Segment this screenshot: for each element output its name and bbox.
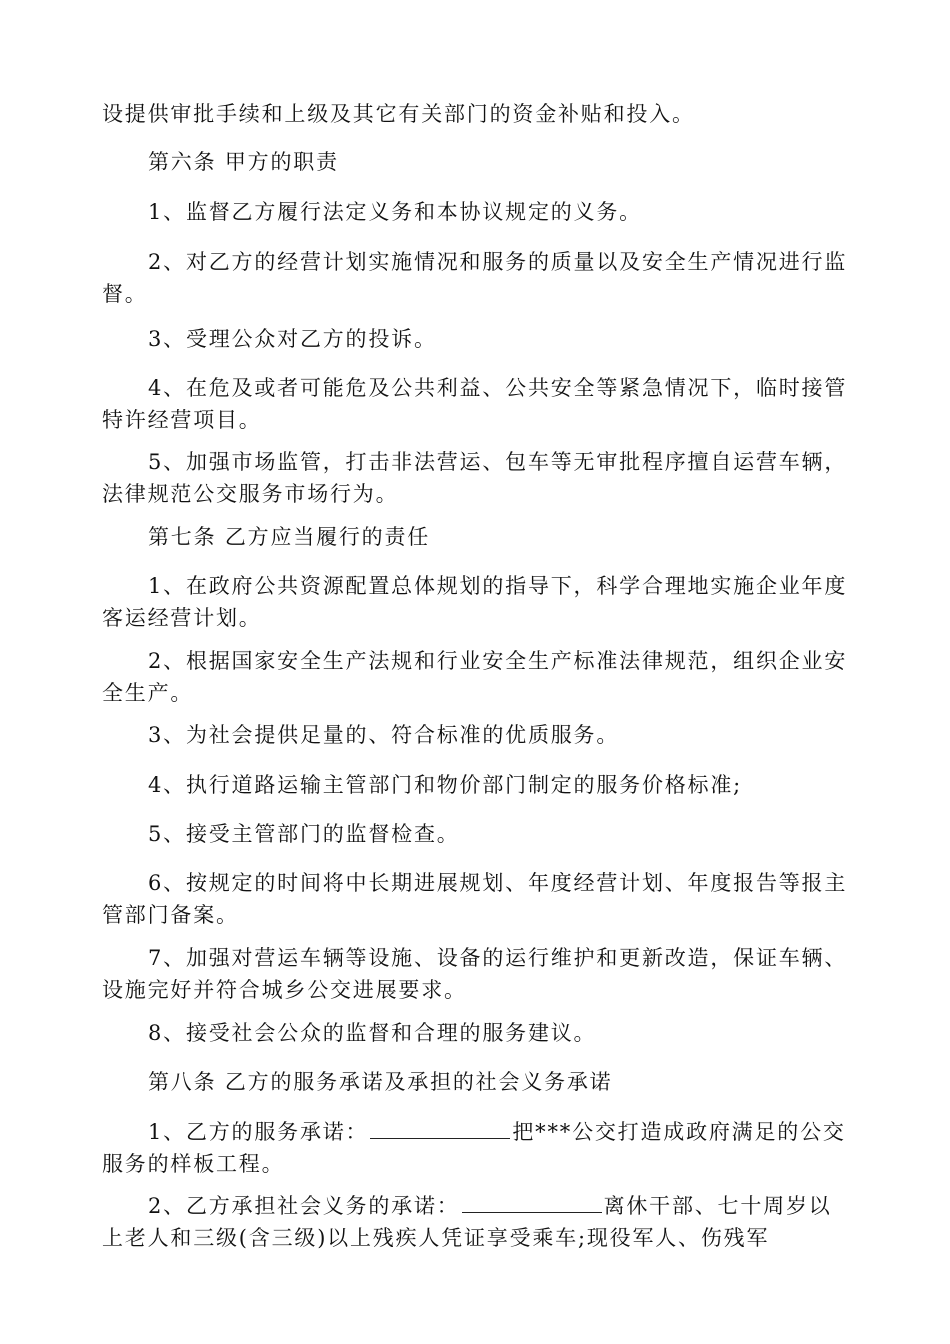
article-8-item-1 <box>102 1116 852 1180</box>
article-7-item-5: 5、接受主管部门的监督检查。 <box>148 822 460 846</box>
article-7-item-6: 6、按规定的时间将中长期进展规划、年度经营计划、年度报告等报主管部门备案。 <box>102 871 848 927</box>
article-8-item-2-rest: 离休干部、七十周岁以上老人和三级(含三级)以上残疾人凭证享受乘车;现役军人、伤残军 <box>102 1194 832 1250</box>
article-6-heading: 第六条 甲方的职责 <box>148 150 339 174</box>
article-6-item-1: 1、监督乙方履行法定义务和本协议规定的义务。 <box>148 200 642 224</box>
article-7-heading: 第七条 乙方应当履行的责任 <box>148 525 431 549</box>
article-8-heading: 第八条 乙方的服务承诺及承担的社会义务承诺 <box>148 1070 613 1094</box>
article-7-item-3: 3、为社会提供足量的、符合标准的优质服务。 <box>148 723 620 747</box>
article-7-item-1: 1、在政府公共资源配置总体规划的指导下，科学合理地实施企业年度客运经营计划。 <box>102 574 848 630</box>
article-6-item-4: 4、在危及或者可能危及公共利益、公共安全等紧急情况下，临时接管特许经营项目。 <box>102 376 848 432</box>
article-6-item-5: 5、加强市场监管，打击非法营运、包车等无审批程序擅自运营车辆，法律规范公交服务市场行为。 <box>102 450 848 506</box>
article-8-item-1-lead: 1、乙方的服务承诺： <box>148 1120 369 1144</box>
paragraph-intro: 设提供审批手续和上级及其它有关部门的资金补贴和投入。 <box>102 102 695 126</box>
article-7-item-2: 2、根据国家安全生产法规和行业安全生产标准法律规范，组织企业安全生产。 <box>102 649 848 705</box>
fill-in-blank[interactable] <box>370 1116 510 1139</box>
article-6-item-2: 2、对乙方的经营计划实施情况和服务的质量以及安全生产情况进行监督。 <box>102 250 848 306</box>
article-8-item-2-lead: 2、乙方承担社会义务的承诺： <box>148 1194 460 1218</box>
fill-in-blank[interactable] <box>462 1190 602 1213</box>
article-7-item-4: 4、执行道路运输主管部门和物价部门制定的服务价格标准; <box>148 773 743 797</box>
article-8-item-1-rest: 把***公交打造成政府满足的公交服务的样板工程。 <box>102 1120 846 1176</box>
article-7-item-7: 7、加强对营运车辆等设施、设备的运行维护和更新改造，保证车辆、设施完好并符合城乡公交进展要求。 <box>102 946 848 1002</box>
article-6-item-3: 3、受理公众对乙方的投诉。 <box>148 327 437 351</box>
article-7-item-8: 8、接受社会公众的监督和合理的服务建议。 <box>148 1021 597 1045</box>
article-8-item-2 <box>102 1190 852 1254</box>
